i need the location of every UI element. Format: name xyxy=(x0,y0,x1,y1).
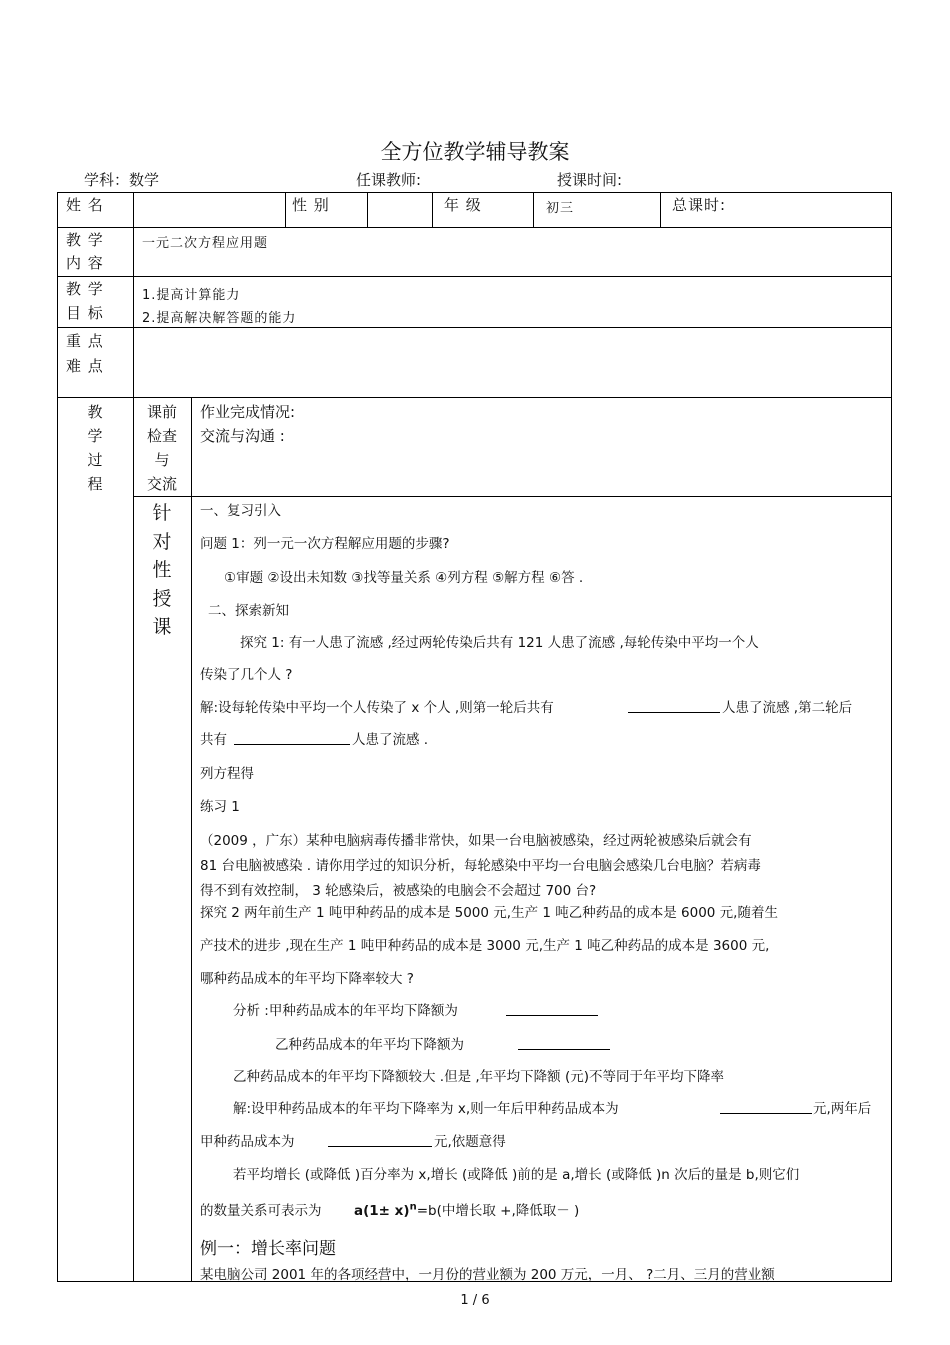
content-label-2: 内 容 xyxy=(66,254,104,272)
goal-item-1: 1.提高计算能力 xyxy=(142,288,241,303)
targeted-teaching-label: 针 对 性 授 课 xyxy=(152,502,172,638)
key-label-1: 重 点 xyxy=(66,332,104,350)
key-label-2: 难 点 xyxy=(66,357,104,375)
answer-blank xyxy=(628,698,720,713)
solution-2-line-1: 解:设甲种药品成本的年平均下降率为 x,则一年后甲种药品成本为 xyxy=(233,1101,619,1117)
content-value: 一元二次方程应用题 xyxy=(142,236,269,251)
analysis-line-1: 分析 :甲种药品成本的年平均下降额为 xyxy=(233,1003,458,1019)
subject-label: 学科：数学 xyxy=(84,171,160,189)
explore-1-line-1: 探究 1: 有一人患了流感 ,经过两轮传染后共有 121 人患了流感 ,每轮传染中平均一个人 xyxy=(240,635,759,651)
rule-line-2: 的数量关系可表示为 xyxy=(200,1203,322,1219)
exercise-1-title: 练习 1 xyxy=(200,799,240,815)
goal-item-2: 2.提高解决解答题的能力 xyxy=(142,311,297,326)
growth-formula: $a(1\pm x)^n=b$(中增长取 +,降低取－ ) xyxy=(354,1201,580,1219)
goal-label-2: 目 标 xyxy=(66,304,104,322)
page-number: 1 / 6 xyxy=(460,1293,490,1308)
section-explore: 二、探索新知 xyxy=(208,603,289,619)
answer-blank xyxy=(234,730,350,745)
example-1-title: 例一：增长率问题 xyxy=(200,1239,336,1259)
solution-2-line-1b: 元,两年后 xyxy=(813,1101,872,1117)
exercise-1-line-3: 得不到有效控制， 3 轮感染后，被感染的电脑会不会超过 700 台? xyxy=(200,883,597,899)
solution-1-line-1: 解:设每轮传染中平均一个人传染了 x 个人 ,则第一轮后共有 xyxy=(200,700,554,716)
teacher-label: 任课教师: xyxy=(356,171,422,189)
check-label: 课前 检查 与 交流 xyxy=(146,403,177,493)
steps-list: ①审题 ②设出未知数 ③找等量关系 ④列方程 ⑤解方程 ⑥答 . xyxy=(224,570,584,586)
question-1: 问题 1：列一元一次方程解应用题的步骤? xyxy=(200,536,450,552)
explore-2-line-1: 探究 2 两年前生产 1 吨甲种药品的成本是 5000 元,生产 1 吨乙种药品的成本是 6000 元,随着生 xyxy=(200,905,778,921)
exercise-1-line-2: 81 台电脑被感染 . 请你用学过的知识分析，每轮感染中平均一台电脑会感染几台电脑？若病毒 xyxy=(200,858,761,874)
solution-1-line-1b: 人患了流感 ,第二轮后 xyxy=(722,700,853,716)
grade-value: 初三 xyxy=(546,201,575,216)
content-label-1: 教 学 xyxy=(66,231,104,249)
answer-blank xyxy=(518,1035,610,1050)
process-label: 教 学 过 程 xyxy=(87,403,103,493)
grade-label: 年 级 xyxy=(444,196,482,214)
answer-blank xyxy=(506,1001,598,1016)
example-1-text: 某电脑公司 2001 年的各项经营中，一月份的营业额为 200 万元，一月、 ?二月、三月的营业额 xyxy=(200,1267,775,1283)
answer-blank xyxy=(720,1099,812,1114)
explore-2-line-2: 产技术的进步 ,现在生产 1 吨甲种药品的成本是 3000 元,生产 1 吨乙种药品的成本是 3600 元, xyxy=(200,938,770,954)
solution-1-line-2b: 人患了流感 . xyxy=(352,732,429,748)
solution-1-line-2: 共有 xyxy=(200,732,227,748)
section-review: 一、复习引入 xyxy=(200,503,281,519)
total-hours-label: 总课时: xyxy=(672,196,727,214)
explore-1-line-2: 传染了几个人 ? xyxy=(200,667,293,683)
gender-label: 性 别 xyxy=(292,196,330,214)
homework-status: 作业完成情况: xyxy=(200,403,296,421)
answer-blank xyxy=(328,1132,432,1147)
solution-2-line-2b: 元,依题意得 xyxy=(434,1134,506,1150)
name-label: 姓 名 xyxy=(66,196,104,214)
goal-label-1: 教 学 xyxy=(66,280,104,298)
explore-2-line-3: 哪种药品成本的年平均下降率较大 ? xyxy=(200,971,414,987)
solution-2-line-2: 甲种药品成本为 xyxy=(200,1134,295,1150)
rule-line-1: 若平均增长 (或降低 )百分率为 x,增长 (或降低 )前的是 a,增长 (或降低 )n 次后的量是 b,则它们 xyxy=(233,1167,800,1183)
exercise-1-line-1: （2009 ，广东）某种电脑病毒传播非常快，如果一台电脑被感染，经过两轮被感染后就会有 xyxy=(200,833,752,849)
equation-label: 列方程得 xyxy=(200,766,254,782)
exchange-label: 交流与沟通 : xyxy=(200,427,285,445)
analysis-line-3: 乙种药品成本的年平均下降额较大 .但是 ,年平均下降额 (元)不等同于年平均下降率 xyxy=(233,1069,724,1085)
time-label: 授课时间: xyxy=(557,171,623,189)
analysis-line-2: 乙种药品成本的年平均下降额为 xyxy=(275,1037,464,1053)
page-title: 全方位教学辅导教案 xyxy=(380,140,570,164)
